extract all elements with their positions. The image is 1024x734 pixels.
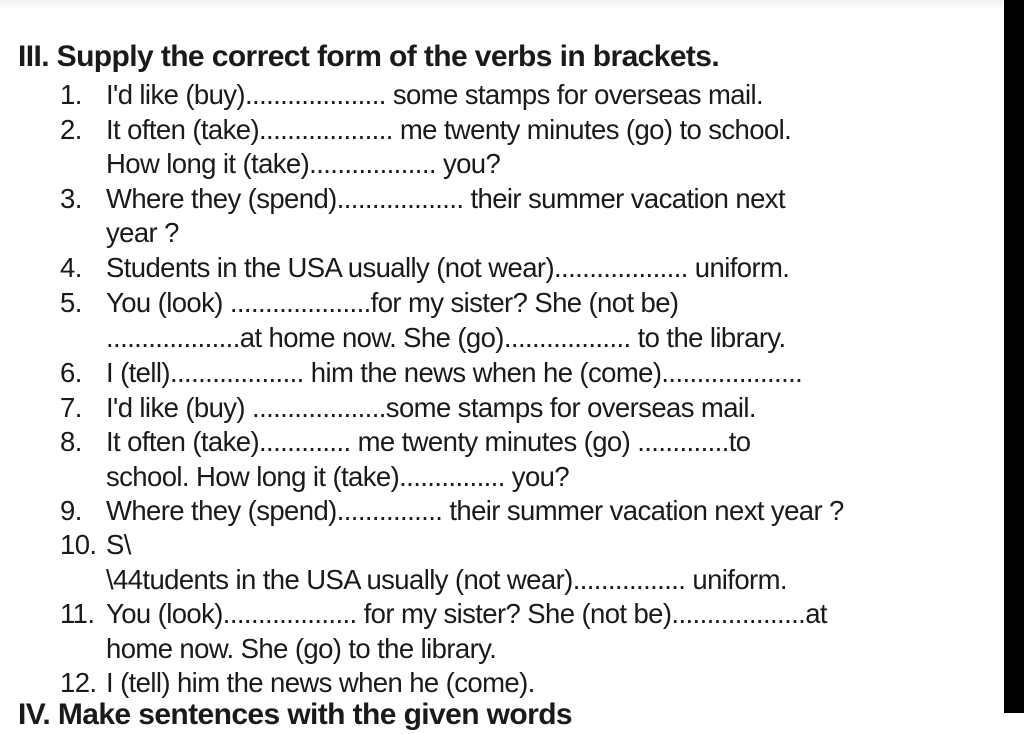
exercise-line: Where they (spend).................. their summer vacation next xyxy=(106,183,785,214)
exercise-number: 7. xyxy=(60,392,82,423)
exercise-line: How long it (take).................. you? xyxy=(106,148,501,179)
exercise-line: Where they (spend)............... their summer vacation next year ? xyxy=(106,495,844,526)
exercise-line: school. How long it (take)............... you? xyxy=(106,461,570,492)
exercise-number: 10. xyxy=(60,529,97,560)
exercise-line: It often (take)............. me twenty minutes (go) .............to xyxy=(106,426,751,457)
exercise-line: You (look) ....................for my sister? She (not be) xyxy=(106,287,679,318)
exercise-line: S\ xyxy=(106,529,131,560)
exercise-number: 5. xyxy=(60,287,82,318)
exercise-number: 4. xyxy=(60,252,82,283)
exercise-line: I'd like (buy) ...................some stamps for overseas mail. xyxy=(106,392,756,423)
exercise-line: I (tell)................... him the news when he (come).................... xyxy=(106,357,803,388)
exercise-line: Students in the USA usually (not wear)................... uniform. xyxy=(106,252,790,283)
next-section-heading-text: IV. Make sentences with the given words xyxy=(18,698,573,731)
exercise-number: 11. xyxy=(60,598,95,629)
exercise-number: 3. xyxy=(60,183,82,214)
exercise-line: I'd like (buy).................... some stamps for overseas mail. xyxy=(106,79,764,110)
next-section-heading-cutoff xyxy=(18,698,573,731)
exercise-number: 9. xyxy=(60,495,82,526)
right-black-border xyxy=(1004,0,1024,713)
exercise-line: \44tudents in the USA usually (not wear)................ uniform. xyxy=(106,564,787,595)
exercise-line: It often (take)................... me twenty minutes (go) to school. xyxy=(106,114,792,145)
exercise-number: 12. xyxy=(60,667,97,698)
exercise-number: 6. xyxy=(60,357,82,388)
exercise-line: I (tell) him the news when he (come). xyxy=(106,667,535,698)
top-edge xyxy=(0,0,1004,10)
exercise-line: You (look)................... for my sister? She (not be)...................at xyxy=(106,598,827,629)
exercise-line: year ? xyxy=(106,217,179,248)
exercise-number: 2. xyxy=(60,114,82,145)
exercise-line: ...................at home now. She (go).................. to the library. xyxy=(106,322,786,353)
exercise-number: 8. xyxy=(60,426,82,457)
section-heading: III. Supply the correct form of the verbs in brackets. xyxy=(18,40,720,73)
exercise-line: home now. She (go) to the library. xyxy=(106,633,497,664)
exercise-number: 1. xyxy=(60,79,82,110)
